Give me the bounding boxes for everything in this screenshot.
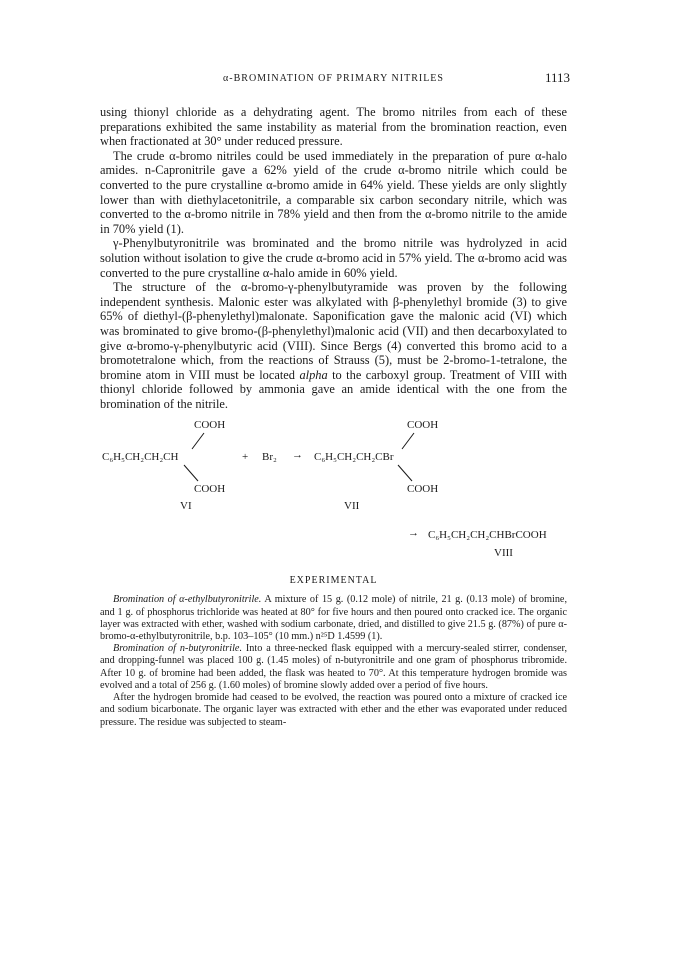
reaction-arrow-2: → <box>408 527 419 540</box>
compound-viii-main: C₆H₅CH₂CH₂CHBrCOOH <box>428 529 547 542</box>
plus-sign: + <box>242 451 249 464</box>
experimental-heading: EXPERIMENTAL <box>289 575 378 587</box>
body-paragraph-amides: The crude α-bromo nitriles could be used immediately in the preparation of pure α-halo amides. n-Capronitrile gave a 62% yield of the crude α-bromo nitrile which could be converted to the pure crystalline α-bromo amide in 64% yield. These yields are only slightly lower than with diethylacetonitrile, a comparable six carbon secondary nitrile, which was converted to the α-bromo nitrile in 78% yield and then from the α-bromo nitrile to the amide in 70% yield (1). <box>100 148 567 236</box>
reagent-bromine: Br₂ <box>262 451 277 464</box>
experimental-section <box>100 594 567 728</box>
reaction-arrow-1: → <box>292 449 303 462</box>
experimental-heading-1: Bromination of α-ethylbutyronitrile. <box>113 594 262 606</box>
compound-vii-main: C₆H₅CH₂CH₂CBr <box>314 451 394 464</box>
compound-vi-top: COOH <box>194 419 226 432</box>
body-paragraph-structure-proof <box>100 280 567 411</box>
experimental-paragraph-workup: After the hydrogen bromide had ceased to be evolved, the reaction was poured onto a mixture of cracked ice and sodium bicarbonate. The organic layer was extracted with ether and the ether was evaporated under reduced pressure. The residue was subjected to steam- <box>100 692 567 728</box>
body-paragraph-phenylbutyronitrile: γ-Phenylbutyronitrile was brominated and the bromo nitrile was hydrolyzed in acid solution without isolation to give the crude α-bromo acid in 57% yield. The α-bromo acid was converted to the pure crystalline α-halo amide in 60% yield. <box>100 236 567 280</box>
page-number: 1113 <box>544 70 570 85</box>
page-header <box>100 70 570 92</box>
experimental-paragraph-butyronitrile <box>100 643 567 692</box>
body-paragraph-continued: using thionyl chloride as a dehydrating agent. The bromo nitriles from each of these preparations exhibited the same instability as material from the bromination reaction, even when fractionated at 30° under reduced pressure. <box>100 105 567 149</box>
experimental-text-2: Into a three-necked flask equipped with a mercury-sealed stirrer, condenser, and dropping-funnel was placed 100 g. (1.45 moles) of n-butyronitrile and one gram of phosphorus tribromide. After 10 g. of bromine had been added, the flask was heated to 70°. At this temperature hydrogen bromide was evolved and a total of 256 g. (1.60 moles) of bromine slowly added over a period of five hours. <box>100 643 567 691</box>
experimental-text-1: A mixture of 15 g. (0.12 mole) of nitrile, 21 g. (0.13 mole) of bromine, and 1 g. of phosphorus trichloride was heated at 80° for five hours and then poured onto cracked ice. The organic layer was extracted with ether, washed with sodium carbonate, dried, and distilled to give 21.5 g. (87%) of pure α-bromo-α-ethylbutyronitrile, b.p. 103–105° (10 mm.) n²⁵D 1.4599 (1). <box>100 594 567 643</box>
journal-page <box>100 70 570 729</box>
structure-text-part2: to the carboxyl group. Treatment of VIII with thionyl chloride followed by ammonia gave an amide identical with the one from the bromination of the nitrile. <box>100 367 567 411</box>
compound-vii-top: COOH <box>407 419 439 432</box>
compound-vii-bottom: COOH <box>407 483 439 496</box>
experimental-paragraph-ethylbutyronitrile <box>100 594 567 643</box>
running-title: α-BROMINATION OF PRIMARY NITRILES <box>223 73 444 84</box>
compound-viii-label: VIII <box>494 547 513 560</box>
compound-vi-bottom: COOH <box>194 483 226 496</box>
structure-text-part1: The structure of the α-bromo-γ-phenylbutyramide was proven by the following independent synthesis. Malonic ester was alkylated with β-phenylethyl bromide (3) to give 65% of diethyl-(β-phenylethyl)malonate. Saponification gave the malonic acid (VI) which was brominated to give bromo-(β-phenylethyl)malonic acid (VII) and then decarboxylated to give α-bromo-γ-phenylbutyric acid (VIII). Since Bergs (4) converted this bromo acid to a bromotetralone which, from the reactions of Strauss (5), must be 2-bromo-1-tetralone, the bromine atom in VIII must be located <box>100 280 567 382</box>
experimental-heading-2: Bromination of n-butyronitrile. <box>113 643 243 655</box>
compound-vi-label: VI <box>180 500 192 513</box>
structure-text-italic: alpha <box>299 367 328 382</box>
compound-vii-label: VII <box>344 500 360 513</box>
reaction-scheme <box>100 411 567 561</box>
compound-vi-main: C₆H₅CH₂CH₂CH <box>102 451 179 464</box>
